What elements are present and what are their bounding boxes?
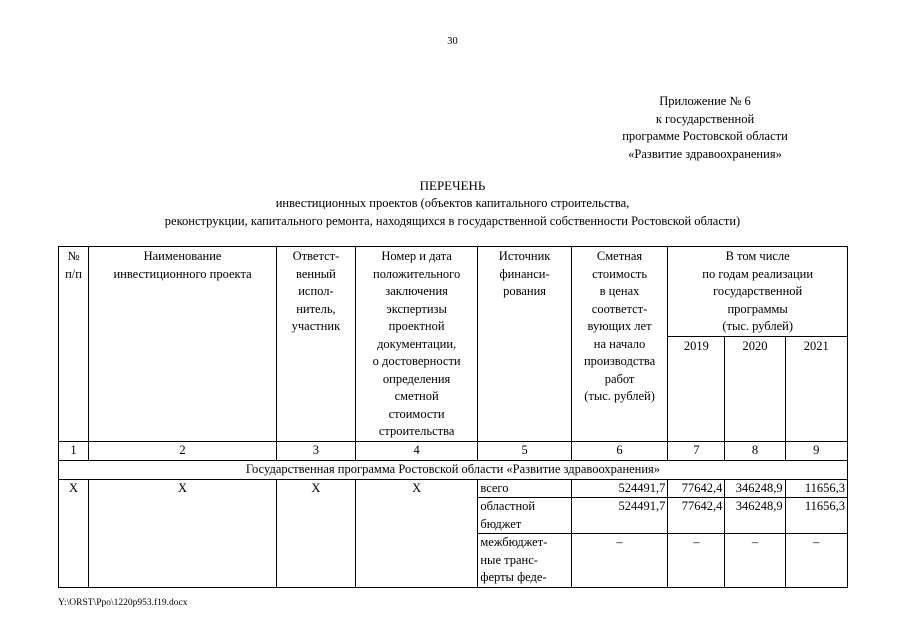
- year-2021-cell: 11656,3: [785, 498, 847, 534]
- x-mark: Х: [276, 479, 355, 498]
- header-cost: [571, 247, 668, 442]
- column-number: 9: [785, 441, 847, 460]
- source-line: всего: [480, 480, 509, 495]
- source-line: межбюджет-: [480, 535, 548, 549]
- header-line: сметной: [394, 389, 439, 403]
- header-line: о достоверности: [372, 354, 461, 368]
- header-line: стоимости: [388, 406, 445, 421]
- header-line: вующих лет: [587, 319, 652, 333]
- header-line: определения: [382, 371, 451, 386]
- header-line: рования: [503, 284, 547, 298]
- header-line: участник: [291, 319, 341, 333]
- header-line: заключения: [385, 284, 448, 298]
- header-line: экспертизы: [386, 301, 447, 316]
- header-line: инвестиционного проекта: [113, 266, 252, 281]
- header-line: по годам реализации: [702, 266, 814, 281]
- appendix-line: к государственной: [655, 111, 755, 126]
- header-line: Наименование: [143, 249, 222, 263]
- column-number: 7: [668, 441, 725, 460]
- header-source: [478, 247, 571, 442]
- header-line: Ответст-: [292, 249, 340, 263]
- projects-table: [58, 246, 848, 588]
- header-line: строительства: [378, 424, 455, 438]
- appendix-block: [575, 93, 835, 163]
- header-line: производства: [583, 354, 656, 368]
- year-2020-cell: 346248,9: [725, 479, 785, 498]
- x-mark: Х: [59, 479, 89, 498]
- header-line: нитель,: [296, 301, 336, 316]
- header-line: документации,: [377, 336, 457, 351]
- header-line: Сметная: [596, 249, 643, 263]
- header-line: финанси-: [499, 266, 550, 281]
- source-line: ные транс-: [480, 552, 538, 567]
- column-number: 5: [478, 441, 571, 460]
- year-2020-cell: –: [725, 534, 785, 588]
- header-line: программы: [727, 301, 788, 316]
- column-number: 8: [725, 441, 785, 460]
- file-path-footer: Y:\ORST\Ppo\1220p953.f19.docx: [58, 598, 188, 608]
- header-year-2019: 2019: [668, 337, 725, 441]
- document-title: ПЕРЕЧЕНЬ: [419, 178, 486, 193]
- source-line: ферты феде-: [480, 570, 547, 584]
- header-line: В том числе: [725, 249, 790, 263]
- header-line: проектной: [388, 319, 445, 333]
- column-number: 1: [59, 441, 89, 460]
- source-cell: [478, 498, 571, 534]
- year-2019-cell: 77642,4: [668, 498, 725, 534]
- header-line: в ценах: [599, 284, 640, 298]
- cost-cell: –: [571, 534, 668, 588]
- subtitle-line: инвестиционных проектов (объектов капитального строительства,: [275, 196, 630, 210]
- header-line: венный: [296, 266, 336, 281]
- appendix-line: «Развитие здравоохранения»: [628, 146, 782, 161]
- cost-cell: 524491,7: [571, 479, 668, 498]
- cost-cell: 524491,7: [571, 498, 668, 534]
- header-year-2021: 2021: [785, 337, 847, 441]
- source-cell: [478, 479, 571, 498]
- header-line: п/п: [65, 266, 82, 281]
- header-line: Номер и дата: [381, 249, 452, 263]
- header-years-group: [668, 247, 848, 337]
- document-subtitle: [0, 195, 905, 230]
- appendix-line: программе Ростовской области: [622, 129, 788, 143]
- header-line: (тыс. рублей): [722, 319, 793, 333]
- page-number: 30: [447, 36, 458, 47]
- header-line: (тыс. рублей): [584, 389, 655, 403]
- column-number: 4: [355, 441, 477, 460]
- header-line: испол-: [298, 284, 334, 298]
- header-line: работ: [604, 371, 635, 386]
- x-mark: Х: [355, 479, 477, 498]
- table-row: [59, 498, 848, 534]
- year-2019-cell: –: [668, 534, 725, 588]
- column-number: 3: [276, 441, 355, 460]
- year-2020-cell: 346248,9: [725, 498, 785, 534]
- source-line: бюджет: [480, 516, 522, 531]
- year-2021-cell: –: [785, 534, 847, 588]
- header-project-name: [89, 247, 277, 442]
- table-row: [59, 479, 848, 498]
- column-number: 6: [571, 441, 668, 460]
- appendix-line: Приложение № 6: [659, 94, 751, 108]
- program-title-row: Государственная программа Ростовской области «Развитие здравоохранения»: [59, 460, 848, 479]
- subtitle-line: реконструкции, капитального ремонта, находящихся в государственной собственности Ростовской области): [164, 213, 741, 228]
- header-executor: [276, 247, 355, 442]
- header-line: на начало: [593, 336, 646, 351]
- table-row: [59, 534, 848, 588]
- header-num: [59, 247, 89, 442]
- source-cell: [478, 534, 571, 588]
- header-line: государственной: [713, 284, 803, 298]
- header-line: соответст-: [591, 301, 648, 316]
- header-line: положительного: [373, 266, 461, 281]
- header-line: Источник: [498, 249, 551, 263]
- header-line: №: [67, 249, 80, 263]
- header-line: стоимость: [592, 266, 648, 281]
- header-expertise: [355, 247, 477, 442]
- year-2021-cell: 11656,3: [785, 479, 847, 498]
- header-year-2020: 2020: [725, 337, 785, 441]
- source-line: областной: [480, 499, 536, 513]
- column-number: 2: [89, 441, 277, 460]
- x-mark: Х: [89, 479, 277, 498]
- year-2019-cell: 77642,4: [668, 479, 725, 498]
